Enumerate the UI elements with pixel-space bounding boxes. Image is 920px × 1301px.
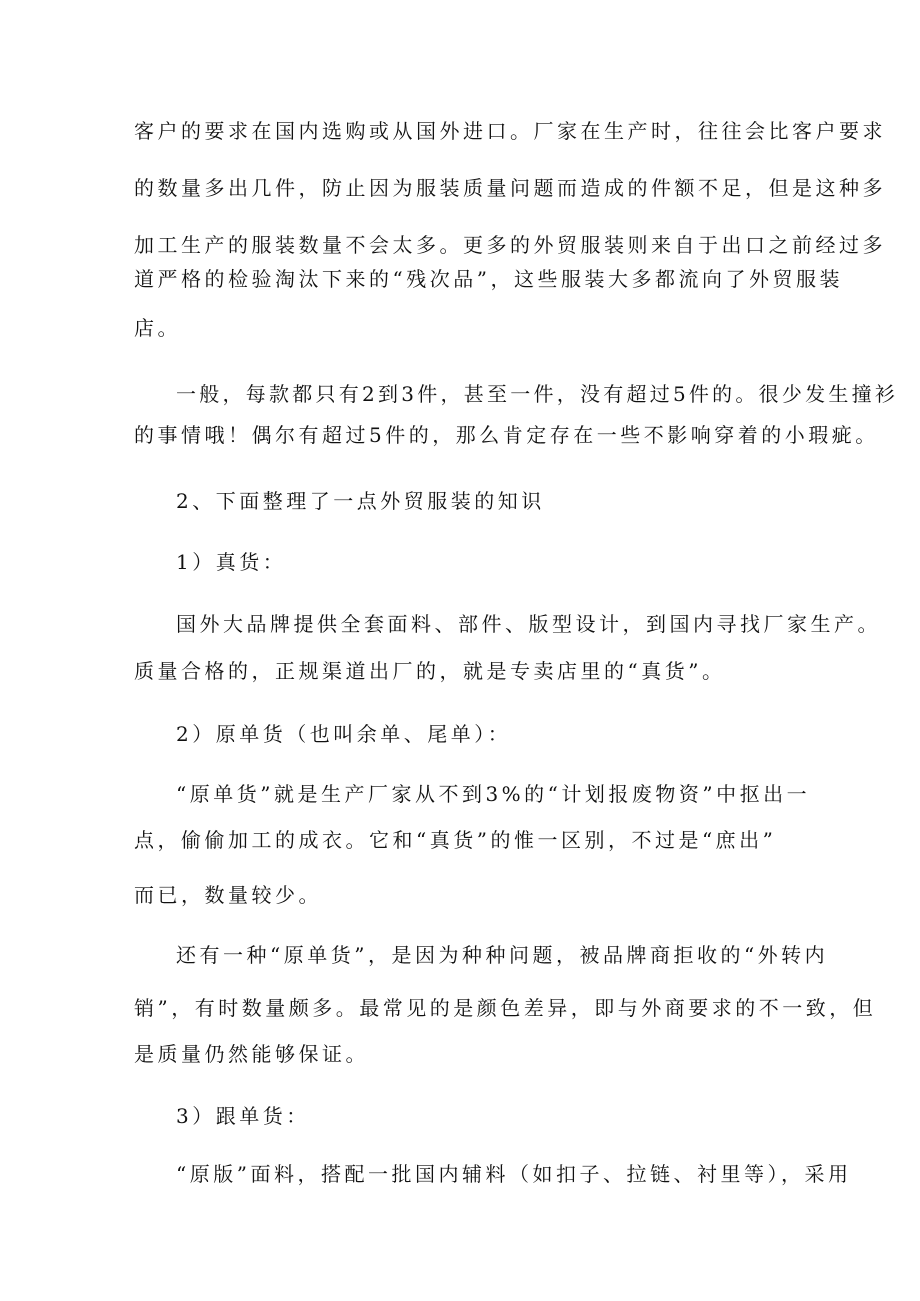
text-line: 而已，数量较少。	[134, 883, 322, 907]
text-line: “原版”面料，搭配一批国内辅料（如扣子、拉链、衬里等），采用	[176, 1162, 852, 1186]
text-line: 还有一种“原单货”，是因为种种问题，被品牌商拒收的“外转内	[176, 943, 829, 967]
text-line: 的事情哦！偶尔有超过5件的，那么肯定存在一些不影响穿着的小瑕疵。	[134, 423, 879, 447]
text-line: 是质量仍然能够保证。	[134, 1042, 369, 1066]
text-line: 客户的要求在国内选购或从国外进口。厂家在生产时，往往会比客户要求	[134, 119, 886, 143]
text-line: 的数量多出几件，防止因为服装质量问题而造成的件额不足，但是这种多	[134, 176, 886, 200]
subsection-heading: 2）原单货（也叫余单、尾单）：	[176, 722, 512, 746]
section-heading: 2、下面整理了一点外贸服装的知识	[176, 489, 545, 513]
text-line: “原单货”就是生产厂家从不到3%的“计划报废物资”中抠出一	[176, 782, 811, 806]
subsection-heading: 3）跟单货：	[176, 1104, 310, 1128]
text-line: 点，偷偷加工的成衣。它和“真货”的惟一区别，不过是“庶出”	[134, 828, 777, 852]
text-line: 质量合格的，正规渠道出厂的，就是专卖店里的“真货”。	[134, 659, 726, 683]
text-line: 加工生产的服装数量不会太多。更多的外贸服装则来自于出口之前经过多	[134, 233, 886, 257]
text-line: 店。	[134, 316, 181, 340]
text-line: 道严格的检验淘汰下来的“残次品”，这些服装大多都流向了外贸服装	[134, 267, 843, 291]
text-line: 一般，每款都只有2到3件，甚至一件，没有超过5件的。很少发生撞衫	[176, 382, 899, 406]
text-line: 国外大品牌提供全套面料、部件、版型设计，到国内寻找厂家生产。	[176, 612, 881, 636]
subsection-heading: 1）真货：	[176, 550, 287, 574]
text-line: 销”，有时数量颇多。最常见的是颜色差异，即与外商要求的不一致，但	[134, 996, 877, 1020]
